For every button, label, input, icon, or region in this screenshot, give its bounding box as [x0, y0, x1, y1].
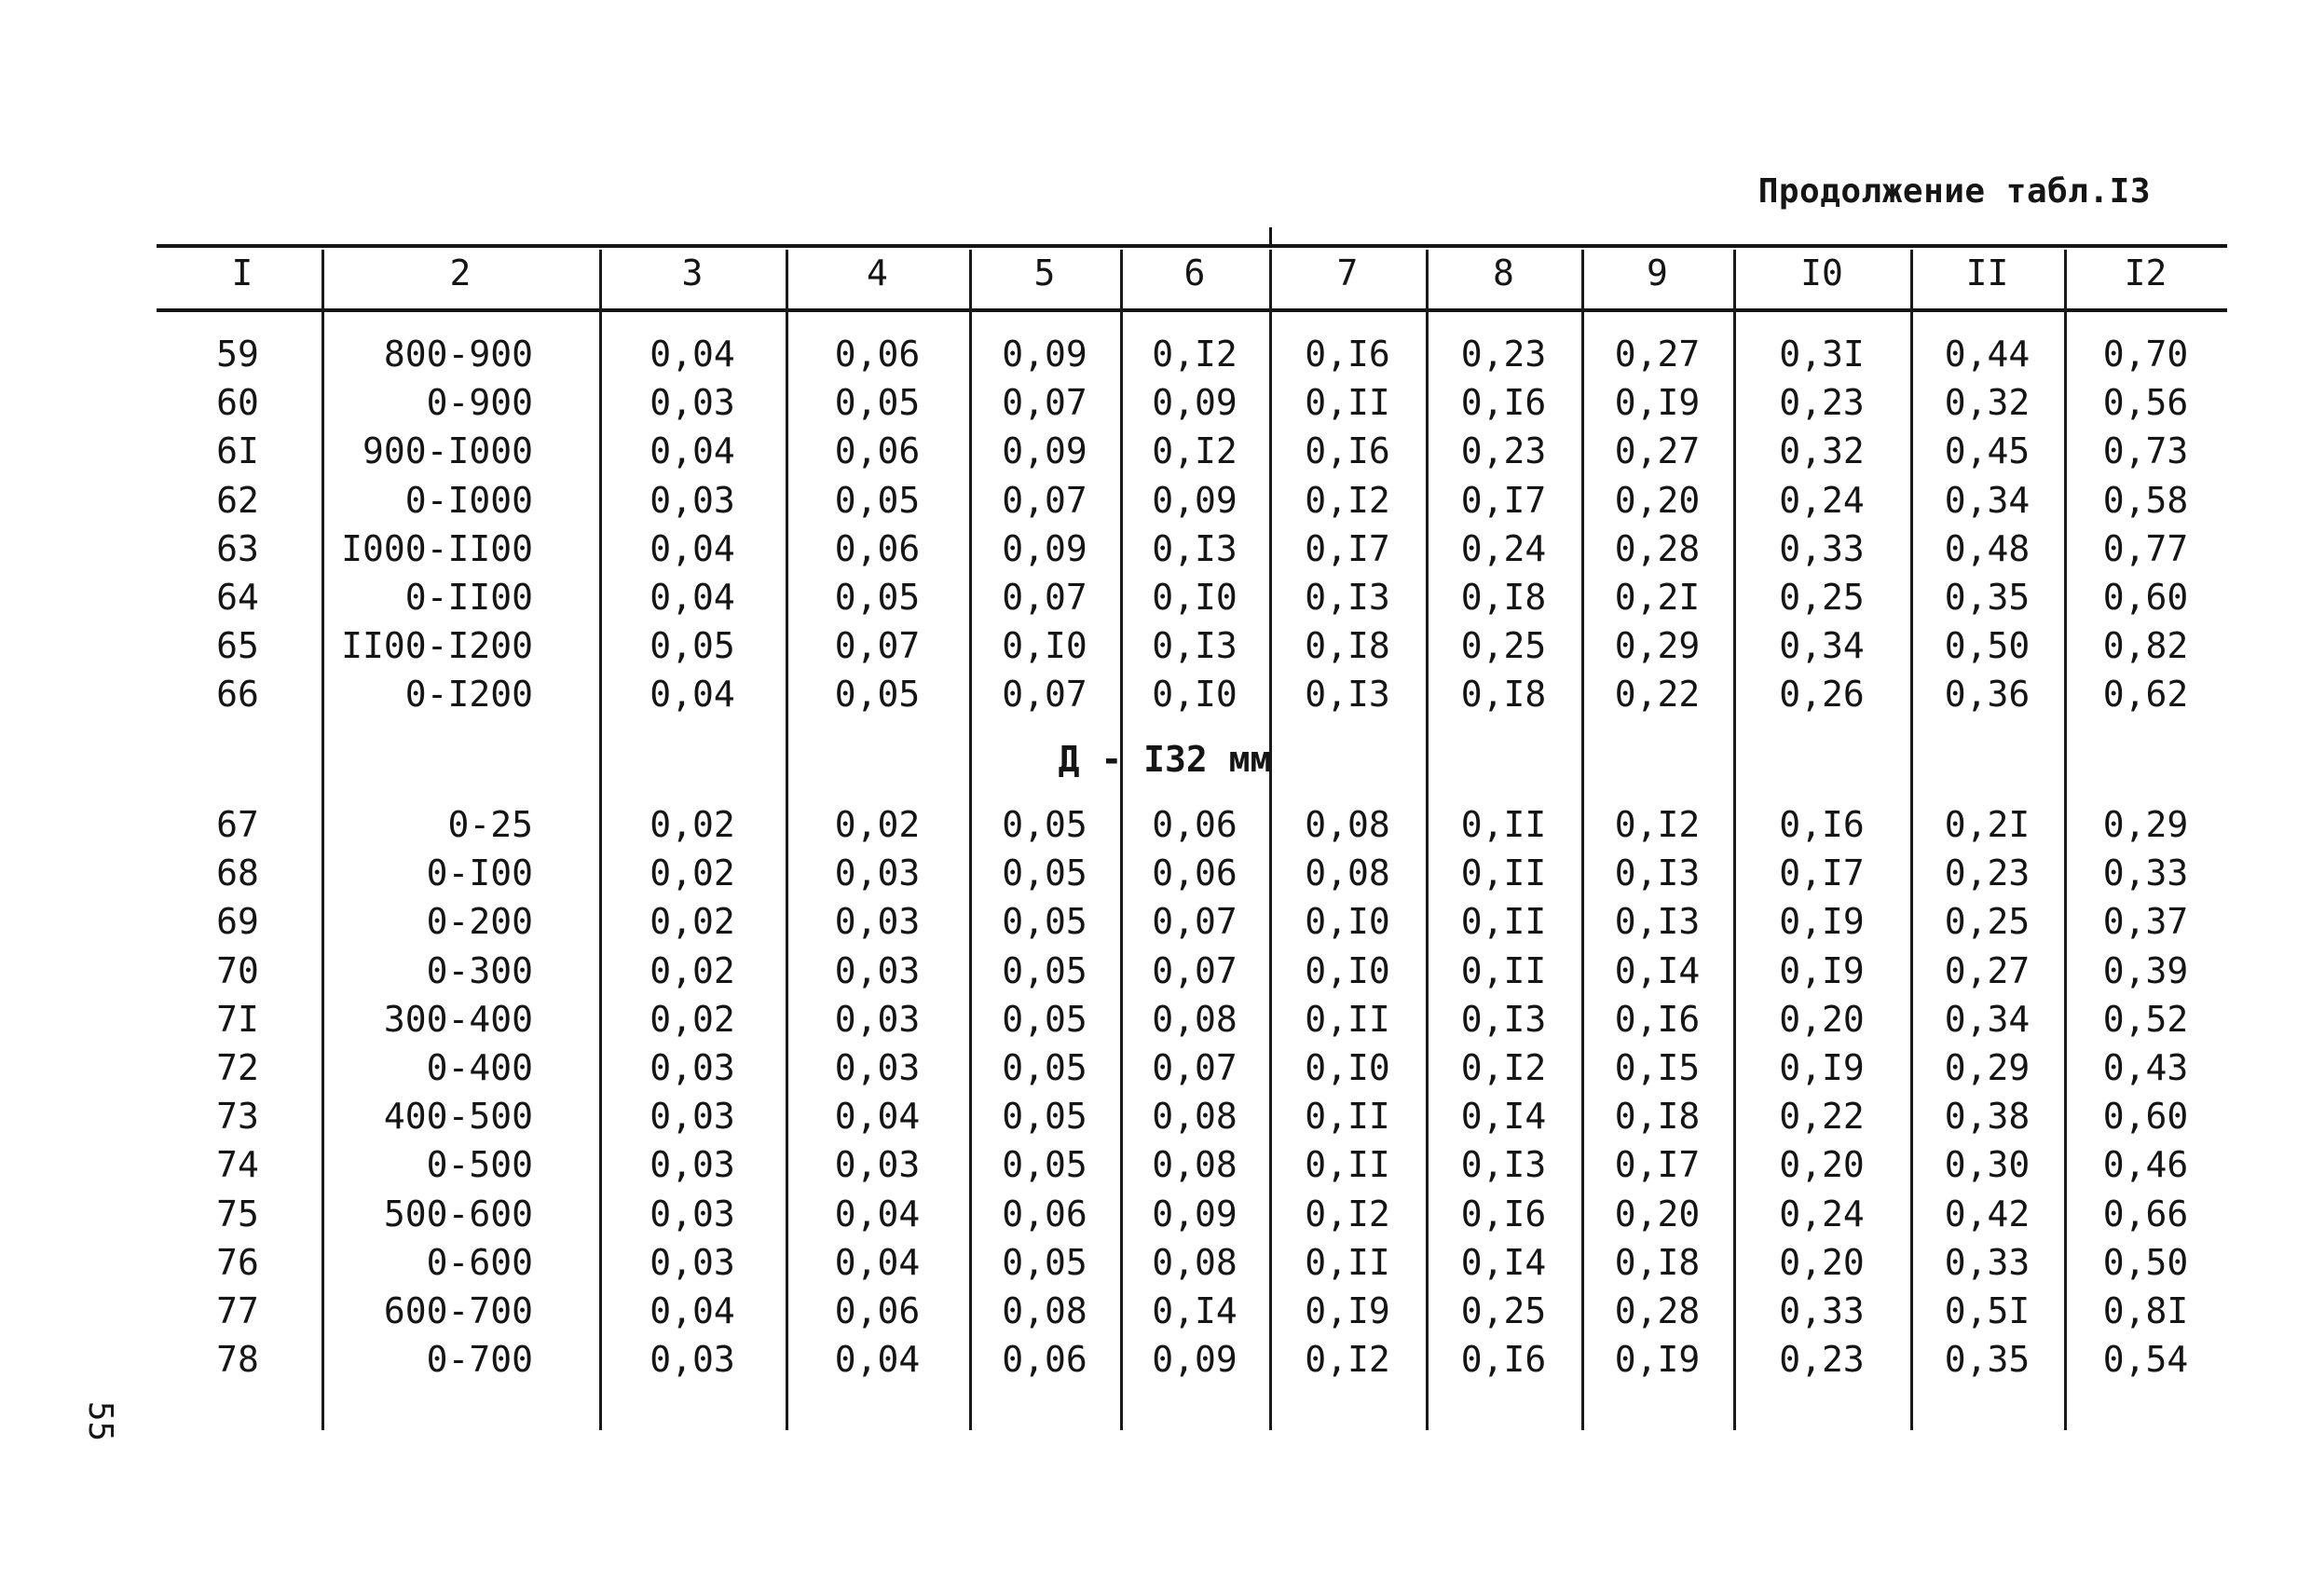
- value-cell: 0,I7: [1614, 1144, 1701, 1186]
- value-cell: 0,II: [1305, 382, 1390, 424]
- value-cell: 0,I6: [1779, 804, 1865, 845]
- value-cell: 0,25: [1460, 1290, 1547, 1331]
- value-cell: 0,I3: [1460, 998, 1547, 1040]
- value-cell: 0,25: [1779, 577, 1865, 618]
- row-number-cell: 68: [216, 853, 259, 894]
- value-cell: 0,I2: [1460, 1047, 1547, 1088]
- value-cell: 0,07: [1152, 901, 1238, 943]
- value-cell: 0,77: [2102, 527, 2189, 569]
- value-cell: 0,08: [1152, 998, 1238, 1040]
- row-number-cell: 70: [216, 949, 259, 991]
- value-cell: 0,39: [2102, 949, 2189, 991]
- value-cell: 0,I8: [1614, 1241, 1701, 1283]
- value-cell: 0,25: [1460, 625, 1547, 667]
- value-cell: 0,03: [650, 382, 735, 424]
- value-cell: 0,26: [1779, 674, 1865, 716]
- value-cell: 0,I7: [1460, 479, 1547, 521]
- value-cell: 0,I0: [1305, 901, 1390, 943]
- column-header: 9: [1647, 252, 1668, 293]
- value-cell: 0,05: [1002, 853, 1087, 894]
- value-cell: 0,02: [650, 998, 735, 1040]
- range-cell: 900-I000: [362, 430, 533, 472]
- value-cell: 0,66: [2102, 1193, 2189, 1235]
- value-cell: 0,07: [1152, 949, 1238, 991]
- value-cell: 0,I0: [1002, 625, 1087, 667]
- value-cell: 0,I9: [1779, 1047, 1865, 1088]
- row-number-cell: 75: [216, 1193, 259, 1235]
- column-header: 7: [1336, 252, 1359, 293]
- value-cell: 0,03: [650, 1047, 735, 1088]
- range-cell: II00-I200: [341, 625, 533, 667]
- value-cell: 0,04: [650, 527, 735, 569]
- value-cell: 0,I0: [1305, 949, 1390, 991]
- value-cell: 0,02: [834, 804, 921, 845]
- value-cell: 0,37: [2102, 901, 2189, 943]
- value-cell: 0,05: [1002, 998, 1087, 1040]
- value-cell: 0,03: [834, 901, 921, 943]
- value-cell: 0,46: [2102, 1144, 2189, 1186]
- table-caption: Продолжение табл.I3: [1757, 172, 2151, 211]
- value-cell: 0,06: [1152, 804, 1238, 845]
- value-cell: 0,05: [1002, 804, 1087, 845]
- value-cell: 0,09: [1152, 479, 1238, 521]
- value-cell: 0,03: [834, 1047, 921, 1088]
- value-cell: 0,27: [1614, 430, 1701, 472]
- value-cell: 0,I6: [1460, 382, 1547, 424]
- value-cell: 0,04: [834, 1193, 921, 1235]
- value-cell: 0,04: [834, 1096, 921, 1138]
- value-cell: 0,32: [1944, 382, 2031, 424]
- value-cell: 0,I3: [1152, 527, 1238, 569]
- value-cell: 0,2I: [1614, 577, 1701, 618]
- column-header: I0: [1800, 252, 1843, 293]
- value-cell: 0,02: [650, 949, 735, 991]
- row-number-cell: 72: [216, 1047, 259, 1088]
- column-header: 5: [1033, 252, 1056, 293]
- value-cell: 0,07: [1002, 674, 1087, 716]
- value-cell: 0,08: [1002, 1290, 1087, 1331]
- row-number-cell: 78: [216, 1339, 259, 1381]
- value-cell: 0,09: [1152, 382, 1238, 424]
- value-cell: 0,3I: [1779, 334, 1865, 375]
- value-cell: 0,05: [650, 625, 735, 667]
- value-cell: 0,20: [1614, 479, 1701, 521]
- value-cell: 0,60: [2102, 1096, 2189, 1138]
- value-cell: 0,54: [2102, 1339, 2189, 1381]
- value-cell: 0,I3: [1614, 853, 1701, 894]
- value-cell: 0,I4: [1614, 949, 1701, 991]
- value-cell: 0,05: [1002, 1144, 1087, 1186]
- value-cell: 0,24: [1779, 479, 1865, 521]
- value-cell: 0,06: [1002, 1193, 1087, 1235]
- value-cell: 0,I2: [1152, 334, 1238, 375]
- value-cell: 0,27: [1944, 949, 2031, 991]
- value-cell: 0,05: [834, 577, 921, 618]
- range-cell: 0-600: [426, 1241, 533, 1283]
- value-cell: 0,06: [834, 430, 921, 472]
- value-cell: 0,03: [650, 1193, 735, 1235]
- range-cell: 0-I200: [404, 674, 533, 716]
- value-cell: 0,03: [834, 1144, 921, 1186]
- value-cell: 0,I6: [1305, 430, 1390, 472]
- row-number-cell: 77: [216, 1290, 259, 1331]
- value-cell: 0,I8: [1460, 674, 1547, 716]
- value-cell: 0,03: [834, 949, 921, 991]
- header-bottom-rule: [157, 308, 2227, 312]
- value-cell: 0,I8: [1614, 1096, 1701, 1138]
- row-number-cell: 66: [216, 674, 259, 716]
- value-cell: 0,03: [834, 998, 921, 1040]
- range-cell: 500-600: [383, 1193, 533, 1235]
- value-cell: 0,03: [650, 1339, 735, 1381]
- value-cell: 0,I4: [1460, 1241, 1547, 1283]
- row-number-cell: 64: [216, 577, 259, 618]
- value-cell: 0,02: [650, 901, 735, 943]
- column-header: I2: [2124, 252, 2167, 293]
- range-cell: 0-400: [426, 1047, 533, 1088]
- row-number-cell: 60: [216, 382, 259, 424]
- value-cell: 0,35: [1944, 577, 2031, 618]
- range-cell: 0-I00: [426, 853, 533, 894]
- value-cell: 0,29: [2102, 804, 2189, 845]
- value-cell: 0,08: [1152, 1096, 1238, 1138]
- value-cell: 0,04: [650, 430, 735, 472]
- row-number-cell: 7I: [216, 998, 259, 1040]
- value-cell: 0,06: [834, 1290, 921, 1331]
- value-cell: 0,I2: [1305, 1193, 1390, 1235]
- section-heading: Д - I32 мм: [1058, 739, 1272, 780]
- row-number-cell: 6I: [216, 430, 259, 472]
- value-cell: 0,09: [1002, 430, 1087, 472]
- row-number-cell: 63: [216, 527, 259, 569]
- value-cell: 0,34: [1779, 625, 1865, 667]
- value-cell: 0,05: [1002, 1096, 1087, 1138]
- value-cell: 0,52: [2102, 998, 2189, 1040]
- range-cell: 0-700: [426, 1339, 533, 1381]
- range-cell: 0-900: [426, 382, 533, 424]
- value-cell: 0,50: [2102, 1241, 2189, 1283]
- value-cell: 0,I9: [1614, 1339, 1701, 1381]
- value-cell: 0,23: [1460, 334, 1547, 375]
- value-cell: 0,38: [1944, 1096, 2031, 1138]
- value-cell: 0,20: [1779, 1144, 1865, 1186]
- value-cell: 0,I3: [1305, 577, 1390, 618]
- value-cell: 0,I2: [1152, 430, 1238, 472]
- value-cell: 0,03: [650, 1096, 735, 1138]
- value-cell: 0,03: [650, 479, 735, 521]
- value-cell: 0,5I: [1944, 1290, 2031, 1331]
- value-cell: 0,23: [1460, 430, 1547, 472]
- value-cell: 0,30: [1944, 1144, 2031, 1186]
- value-cell: 0,2I: [1944, 804, 2031, 845]
- value-cell: 0,05: [834, 674, 921, 716]
- value-cell: 0,I7: [1305, 527, 1390, 569]
- value-cell: 0,32: [1779, 430, 1865, 472]
- value-cell: 0,05: [1002, 901, 1087, 943]
- column-divider: [321, 250, 324, 1430]
- value-cell: 0,25: [1944, 901, 2031, 943]
- value-cell: 0,36: [1944, 674, 2031, 716]
- value-cell: 0,II: [1460, 901, 1547, 943]
- value-cell: 0,56: [2102, 382, 2189, 424]
- table-top-rule: [157, 244, 2227, 248]
- value-cell: 0,73: [2102, 430, 2189, 472]
- value-cell: 0,II: [1305, 1241, 1390, 1283]
- value-cell: 0,I6: [1305, 334, 1390, 375]
- range-cell: 0-300: [426, 949, 533, 991]
- value-cell: 0,I2: [1305, 1339, 1390, 1381]
- range-cell: 300-400: [383, 998, 533, 1040]
- value-cell: 0,27: [1614, 334, 1701, 375]
- value-cell: 0,03: [834, 853, 921, 894]
- value-cell: 0,I3: [1152, 625, 1238, 667]
- value-cell: 0,82: [2102, 625, 2189, 667]
- value-cell: 0,03: [650, 1241, 735, 1283]
- value-cell: 0,06: [834, 334, 921, 375]
- value-cell: 0,43: [2102, 1047, 2189, 1088]
- range-cell: 400-500: [383, 1096, 533, 1138]
- value-cell: 0,I2: [1614, 804, 1701, 845]
- value-cell: 0,I0: [1152, 577, 1238, 618]
- value-cell: 0,60: [2102, 577, 2189, 618]
- value-cell: 0,I3: [1614, 901, 1701, 943]
- row-number-cell: 67: [216, 804, 259, 845]
- column-header: 6: [1183, 252, 1206, 293]
- value-cell: 0,28: [1614, 1290, 1701, 1331]
- value-cell: 0,45: [1944, 430, 2031, 472]
- value-cell: 0,I7: [1779, 853, 1865, 894]
- value-cell: 0,05: [1002, 1241, 1087, 1283]
- value-cell: 0,48: [1944, 527, 2031, 569]
- range-cell: 0-25: [447, 804, 533, 845]
- header-tick-mark: [1269, 227, 1272, 248]
- value-cell: 0,8I: [2102, 1290, 2189, 1331]
- value-cell: 0,II: [1305, 1096, 1390, 1138]
- value-cell: 0,II: [1305, 998, 1390, 1040]
- value-cell: 0,20: [1779, 998, 1865, 1040]
- range-cell: 0-II00: [404, 577, 533, 618]
- value-cell: 0,I5: [1614, 1047, 1701, 1088]
- value-cell: 0,04: [650, 334, 735, 375]
- value-cell: 0,I9: [1305, 1290, 1390, 1331]
- row-number-cell: 73: [216, 1096, 259, 1138]
- value-cell: 0,33: [1779, 1290, 1865, 1331]
- value-cell: 0,22: [1779, 1096, 1865, 1138]
- value-cell: 0,58: [2102, 479, 2189, 521]
- row-number-cell: 74: [216, 1144, 259, 1186]
- value-cell: 0,02: [650, 853, 735, 894]
- row-number-cell: 62: [216, 479, 259, 521]
- value-cell: 0,34: [1944, 998, 2031, 1040]
- value-cell: 0,20: [1779, 1241, 1865, 1283]
- value-cell: 0,02: [650, 804, 735, 845]
- row-number-cell: 59: [216, 334, 259, 375]
- column-header: 4: [867, 252, 888, 293]
- value-cell: 0,I2: [1305, 479, 1390, 521]
- value-cell: 0,I6: [1460, 1193, 1547, 1235]
- row-number-cell: 69: [216, 901, 259, 943]
- value-cell: 0,I4: [1460, 1096, 1547, 1138]
- value-cell: 0,II: [1460, 949, 1547, 991]
- page-number: 55: [81, 1400, 120, 1442]
- value-cell: 0,34: [1944, 479, 2031, 521]
- value-cell: 0,29: [1944, 1047, 2031, 1088]
- value-cell: 0,I8: [1305, 625, 1390, 667]
- value-cell: 0,44: [1944, 334, 2031, 375]
- value-cell: 0,04: [650, 674, 735, 716]
- value-cell: 0,I8: [1460, 577, 1547, 618]
- value-cell: 0,24: [1460, 527, 1547, 569]
- value-cell: 0,23: [1779, 382, 1865, 424]
- value-cell: 0,62: [2102, 674, 2189, 716]
- value-cell: 0,24: [1779, 1193, 1865, 1235]
- value-cell: 0,II: [1305, 1144, 1390, 1186]
- value-cell: 0,04: [650, 577, 735, 618]
- value-cell: 0,I6: [1614, 998, 1701, 1040]
- value-cell: 0,09: [1002, 527, 1087, 569]
- value-cell: 0,07: [1002, 577, 1087, 618]
- value-cell: 0,33: [1944, 1241, 2031, 1283]
- value-cell: 0,33: [1779, 527, 1865, 569]
- row-number-cell: 65: [216, 625, 259, 667]
- value-cell: 0,70: [2102, 334, 2189, 375]
- value-cell: 0,I9: [1614, 382, 1701, 424]
- value-cell: 0,I3: [1460, 1144, 1547, 1186]
- value-cell: 0,35: [1944, 1339, 2031, 1381]
- range-cell: 600-700: [383, 1290, 533, 1331]
- value-cell: 0,23: [1779, 1339, 1865, 1381]
- value-cell: 0,08: [1152, 1241, 1238, 1283]
- value-cell: 0,I9: [1779, 901, 1865, 943]
- value-cell: 0,04: [650, 1290, 735, 1331]
- value-cell: 0,05: [1002, 949, 1087, 991]
- value-cell: 0,04: [834, 1339, 921, 1381]
- column-header: I: [231, 252, 253, 293]
- value-cell: 0,03: [650, 1144, 735, 1186]
- row-number-cell: 76: [216, 1241, 259, 1283]
- range-cell: 0-I000: [404, 479, 533, 521]
- column-header: II: [1965, 252, 2009, 293]
- range-cell: 0-500: [426, 1144, 533, 1186]
- value-cell: 0,09: [1152, 1193, 1238, 1235]
- value-cell: 0,06: [834, 527, 921, 569]
- value-cell: 0,07: [1002, 479, 1087, 521]
- range-cell: 800-900: [383, 334, 533, 375]
- value-cell: 0,I9: [1779, 949, 1865, 991]
- value-cell: 0,I0: [1152, 674, 1238, 716]
- value-cell: 0,08: [1305, 853, 1390, 894]
- value-cell: 0,07: [1002, 382, 1087, 424]
- column-header: 2: [449, 252, 472, 293]
- value-cell: 0,04: [834, 1241, 921, 1283]
- value-cell: 0,06: [1152, 853, 1238, 894]
- value-cell: 0,08: [1152, 1144, 1238, 1186]
- value-cell: 0,05: [1002, 1047, 1087, 1088]
- column-header: 8: [1493, 252, 1514, 293]
- value-cell: 0,09: [1002, 334, 1087, 375]
- value-cell: 0,II: [1460, 853, 1547, 894]
- value-cell: 0,23: [1944, 853, 2031, 894]
- value-cell: 0,I3: [1305, 674, 1390, 716]
- value-cell: 0,05: [834, 479, 921, 521]
- value-cell: 0,42: [1944, 1193, 2031, 1235]
- value-cell: 0,I0: [1305, 1047, 1390, 1088]
- value-cell: 0,29: [1614, 625, 1701, 667]
- value-cell: 0,07: [834, 625, 921, 667]
- value-cell: 0,20: [1614, 1193, 1701, 1235]
- value-cell: 0,05: [834, 382, 921, 424]
- range-cell: 0-200: [426, 901, 533, 943]
- value-cell: 0,22: [1614, 674, 1701, 716]
- value-cell: 0,II: [1460, 804, 1547, 845]
- value-cell: 0,08: [1305, 804, 1390, 845]
- value-cell: 0,I4: [1152, 1290, 1238, 1331]
- value-cell: 0,I6: [1460, 1339, 1547, 1381]
- value-cell: 0,50: [1944, 625, 2031, 667]
- value-cell: 0,09: [1152, 1339, 1238, 1381]
- column-header: 3: [681, 252, 704, 293]
- value-cell: 0,06: [1002, 1339, 1087, 1381]
- value-cell: 0,28: [1614, 527, 1701, 569]
- value-cell: 0,07: [1152, 1047, 1238, 1088]
- range-cell: I000-II00: [341, 527, 533, 569]
- value-cell: 0,33: [2102, 853, 2189, 894]
